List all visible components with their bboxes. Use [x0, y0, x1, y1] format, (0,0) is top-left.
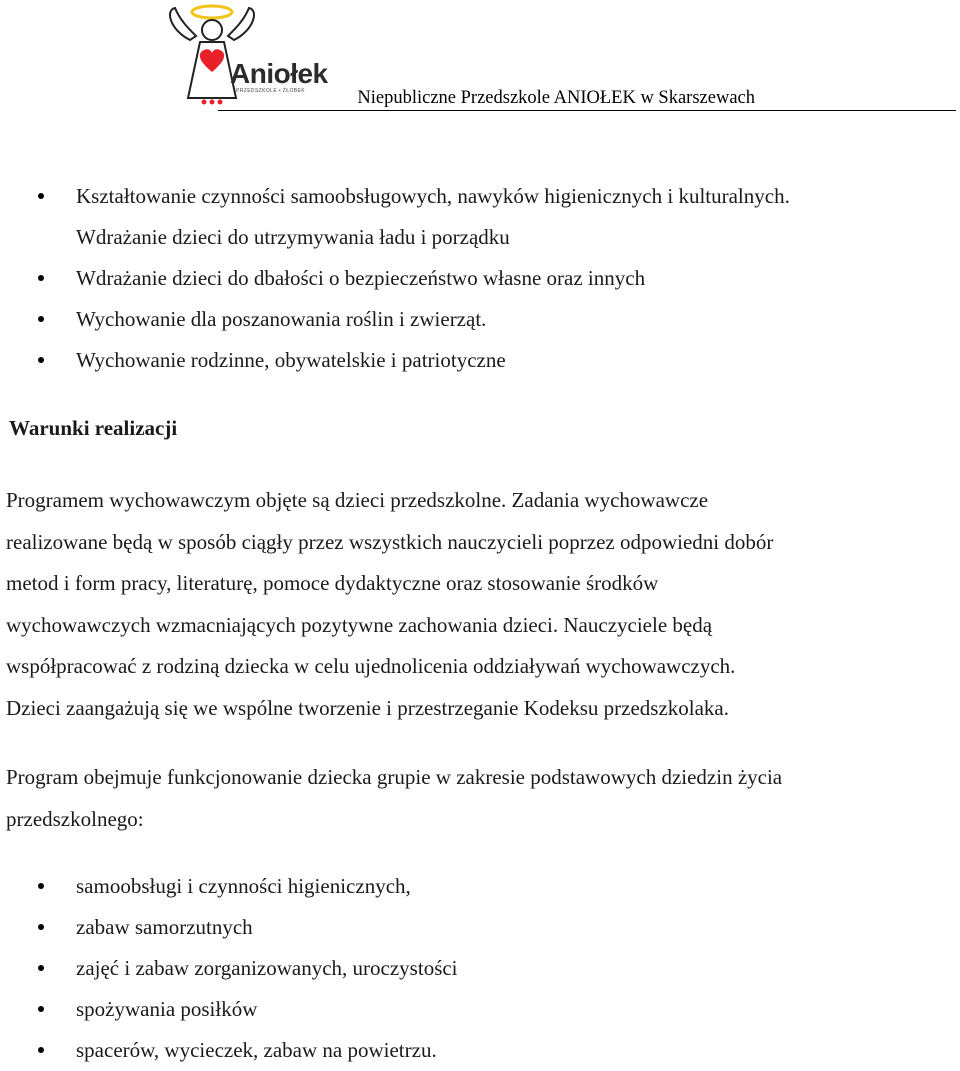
goals-list [0, 176, 790, 381]
list-item-text: spożywania posiłków [76, 997, 258, 1021]
paragraph-line: realizowane będą w sposób ciągły przez wszystkich nauczycieli poprzez odpowiedni dobór [6, 529, 774, 554]
list-item [0, 258, 790, 299]
list-item-text: Wdrażanie dzieci do utrzymywania ładu i porządku [76, 225, 510, 249]
paragraph-line: wychowawczych wzmacniających pozytywne zachowania dzieci. Nauczyciele będą [6, 612, 713, 637]
bullet-icon [38, 193, 44, 199]
list-item [0, 176, 790, 217]
paragraph-line: Dzieci zaangażują się we wspólne tworzenie i przestrzeganie Kodeksu przedszkolaka. [6, 695, 730, 720]
bullet-icon [38, 1047, 44, 1053]
scope-list [0, 866, 458, 1071]
list-item [0, 989, 458, 1030]
list-item-text: Kształtowanie czynności samoobsługowych, nawyków higienicznych i kulturalnych. [76, 184, 790, 208]
list-item-text: Wdrażanie dzieci do dbałości o bezpieczeństwo własne oraz innych [76, 266, 646, 290]
logo-subtext: PRZEDSZKOLE • ŻŁOBEK [236, 88, 305, 94]
bullet-icon [38, 357, 44, 363]
list-item [0, 299, 790, 340]
bullet-icon [38, 883, 44, 889]
list-item [0, 948, 458, 989]
paragraph-line: Programem wychowawczym objęte są dzieci przedszkolne. Zadania wychowawcze [6, 488, 709, 512]
bullet-icon [38, 965, 44, 971]
logo-text: Aniołek [230, 58, 328, 89]
bullet-icon [38, 1006, 44, 1012]
list-item [0, 1030, 458, 1071]
list-item-text: zabaw samorzutnych [76, 915, 253, 939]
realization-paragraph [6, 480, 936, 729]
paragraph-line: metod i form pracy, literaturę, pomoce dydaktyczne oraz stosowanie środków [6, 571, 659, 595]
list-item [0, 217, 790, 258]
list-item-text: Wychowanie rodzinne, obywatelskie i patriotyczne [76, 348, 506, 372]
bullet-icon [38, 316, 44, 322]
list-item [0, 907, 458, 948]
paragraph-line: Program obejmuje funkcjonowanie dziecka grupie w zakresie podstawowych dziedzin życia [6, 765, 783, 789]
paragraph-line: współpracować z rodziną dziecka w celu ujednolicenia oddziaływań wychowawczych. [6, 654, 736, 678]
paragraph-line: przedszkolnego: [6, 806, 144, 831]
list-item-text: zajęć i zabaw zorganizowanych, uroczystości [76, 956, 458, 980]
list-item-text: Wychowanie dla poszanowania roślin i zwierząt. [76, 307, 487, 331]
bullet-icon [38, 924, 44, 930]
list-item [0, 866, 458, 907]
list-item-text: samoobsługi i czynności higienicznych, [76, 874, 411, 898]
list-item [0, 340, 790, 381]
list-item-text: spacerów, wycieczek, zabaw na powietrzu. [76, 1038, 437, 1062]
page-header [0, 0, 960, 115]
program-scope-paragraph [6, 757, 936, 840]
section-title: Warunki realizacji [9, 416, 178, 440]
header-divider [218, 110, 956, 111]
bullet-icon [38, 275, 44, 281]
header-title: Niepubliczne Przedszkole ANIOŁEK w Skarszewach [357, 88, 755, 108]
